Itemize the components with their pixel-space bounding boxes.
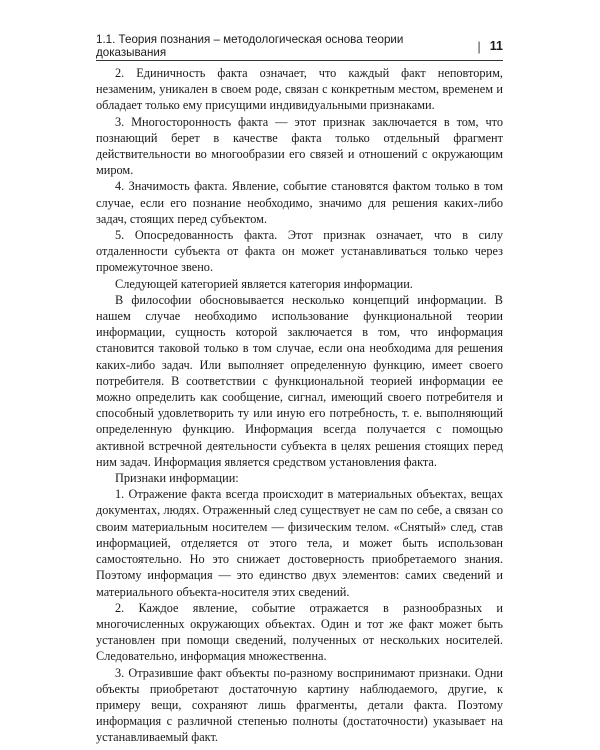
page-number: 11	[489, 39, 503, 53]
running-header	[96, 33, 503, 59]
paragraph-information-concepts: В философии обосновывается несколько концепций информации. В нашем случае необходимо использование функциональной теории информации, сущность которой заключается в том, что информация становится таковой только в том случае, если она необходима для решения каких-либо задач. Или выполняет определенную функцию, имеет своего потребителя. В соответствии с функциональной теорией информации ее можно определить как сообщение, сигнал, имеющий своего потребителя и способный удовлетворить ту или иную его потребность, т. е. выполняющий определенную функцию. Информация всегда получается с помощью активной встречной деятельности субъекта в целях решения стоящих перед ним задач. Информация является средством установления факта.	[96, 292, 503, 469]
paragraph-information-feature-3: 3. Отразившие факт объекты по-разному воспринимают признаки. Одни объекты приобретают достаточную картину наблюдаемого, другие, к примеру вещи, сохраняют лишь фрагменты, детали факта. Поэтому информация с различной степенью полноты (достаточности) указывает на устанавливаемый факт.	[96, 665, 503, 745]
paragraph-information-feature-2: 2. Каждое явление, событие отражается в разнообразных и многочисленных окружающих объектах. Один и тот же факт может быть установлен при помощи сведений, полученных от нескольких носителей. Следовательно, информация множественна.	[96, 600, 503, 664]
paragraph-information-category: Следующей категорией является категория информации.	[115, 276, 413, 291]
header-separator: |	[477, 38, 481, 54]
paragraph-fact-significance: 4. Значимость факта. Явление, событие становятся фактом только в том случае, если его познание необходимо, значимо для решения каких-либо задач, стоящих перед субъектом.	[96, 179, 503, 226]
paragraph-fact-mediation: 5. Опосредованность факта. Этот признак означает, что в силу отдаленности субъекта от факта он может устанавливаться только через промежуточное звено.	[96, 228, 503, 275]
paragraph-fact-multisidedness: 3. Многосторонность факта — этот признак заключается в том, что познающий берет в качестве факта только отдельный фрагмент действительности во многообразии его связей и отношений с окружающим миром.	[96, 114, 503, 178]
body-text	[96, 65, 503, 746]
paragraph-information-features-heading: Признаки информации:	[115, 471, 239, 486]
header-rule	[96, 60, 503, 61]
paragraph-fact-uniqueness: 2. Единичность факта означает, что каждый факт неповторим, незаменим, уникален в своем роде, связан с конкретным местом, временем и обладает только ему присущими индивидуальными признаками.	[96, 66, 503, 113]
running-title: 1.1. Теория познания – методологическая основа теории доказывания	[96, 33, 404, 59]
paragraph-information-feature-1: 1. Отражение факта всегда происходит в материальных объектах, вещах документах, людях. Отраженный след существует не сам по себе, а связан со своим материальным носителем — физическим телом. «Снятый» след, став информацией, отделяется от этого тела, и может быть использован самостоятельно. Но это снижает достоверность приобретаемого знания. Поэтому информация — это единство двух элементов: самих сведений и материального объекта-носителя этих сведений.	[96, 487, 503, 599]
